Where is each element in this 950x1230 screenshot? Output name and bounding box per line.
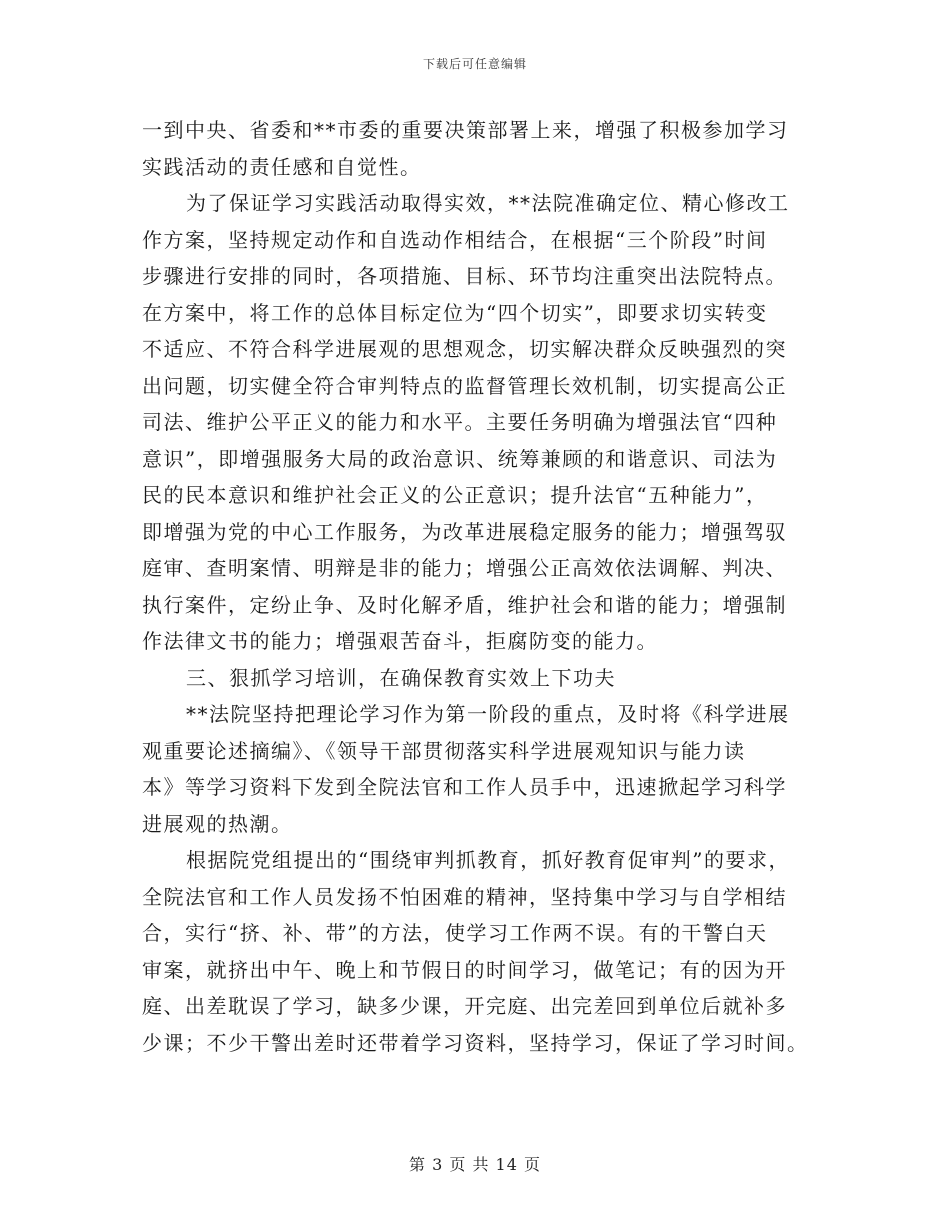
text-line: 步骤进行安排的同时，各项措施、目标、环节均注重突出法院特点。 xyxy=(142,264,787,288)
page-footer: 第 3 页 共 14 页 xyxy=(409,1155,541,1174)
text-line: 全院法官和工作人员发扬不怕困难的精神，坚持集中学习与自学相结 xyxy=(142,884,787,909)
text-line: 少课；不少干警出差时还带着学习资料，坚持学习，保证了学习时间。 xyxy=(142,1030,809,1055)
text-line: 三、狠抓学习培训，在确保教育实效上下功夫 xyxy=(186,665,616,690)
text-line: 庭审、查明案情、明辩是非的能力；增强公正高效依法调解、判决、 xyxy=(142,556,787,580)
text-line: 在方案中，将工作的总体目标定位为“四个切实”，即要求切实转变 xyxy=(142,300,768,325)
page-header: 下载后可任意编辑 xyxy=(422,57,527,71)
text-line: 本》等学习资料下发到全院法官和工作人员手中，迅速掀起学习科学 xyxy=(142,775,787,799)
text-line: 审案，就挤出中午、晚上和节假日的时间学习，做笔记；有的因为开 xyxy=(142,957,787,982)
text-line: 司法、维护公平正义的能力和水平。主要任务明确为增强法官“四种 xyxy=(142,410,778,434)
text-line: 为了保证学习实践活动取得实效，**法院准确定位、精心修改工 xyxy=(186,191,790,215)
text-line: 观重要论述摘编》、《领导干部贯彻落实科学进展观知识与能力读 xyxy=(142,738,746,763)
text-line: 进展观的热潮。 xyxy=(142,811,293,836)
text-line: 出问题，切实健全符合审判特点的监督管理长效机制，切实提高公正 xyxy=(142,373,787,398)
text-line: 庭、出差耽误了学习，缺多少课，开完庭、出完差回到单位后就补多 xyxy=(142,994,787,1018)
text-line: 实践活动的责任感和自觉性。 xyxy=(142,154,422,179)
text-line: 作方案，坚持规定动作和自选动作相结合，在根据“三个阶段”时间 xyxy=(142,227,768,252)
text-line: 民的民本意识和维护社会正义的公正意识；提升法官“五种能力”， xyxy=(142,483,768,507)
text-line: 合，实行“挤、补、带”的方法，使学习工作两不误。有的干警白天 xyxy=(142,921,768,945)
text-line: 不适应、不符合科学进展观的思想观念，切实解决群众反映强烈的突 xyxy=(142,337,787,361)
text-line: 一到中央、省委和**市委的重要决策部署上来，增强了积极参加学习 xyxy=(142,118,789,142)
text-line: 作法律文书的能力；增强艰苦奋斗，拒腐防变的能力。 xyxy=(142,629,658,653)
text-line: 执行案件，定纷止争、及时化解矛盾，维护社会和谐的能力；增强制 xyxy=(142,592,787,617)
text-line: **法院坚持把理论学习作为第一阶段的重点，及时将《科学进展 xyxy=(186,702,790,726)
text-line: 即增强为党的中心工作服务，为改革进展稳定服务的能力；增强驾驭 xyxy=(142,519,787,544)
text-line: 根据院党组提出的“围绕审判抓教育，抓好教育促审判”的要求， xyxy=(186,848,790,872)
document-body xyxy=(142,112,822,1061)
text-line: 意识”，即增强服务大局的政治意识、统筹兼顾的和谐意识、司法为 xyxy=(142,446,778,471)
